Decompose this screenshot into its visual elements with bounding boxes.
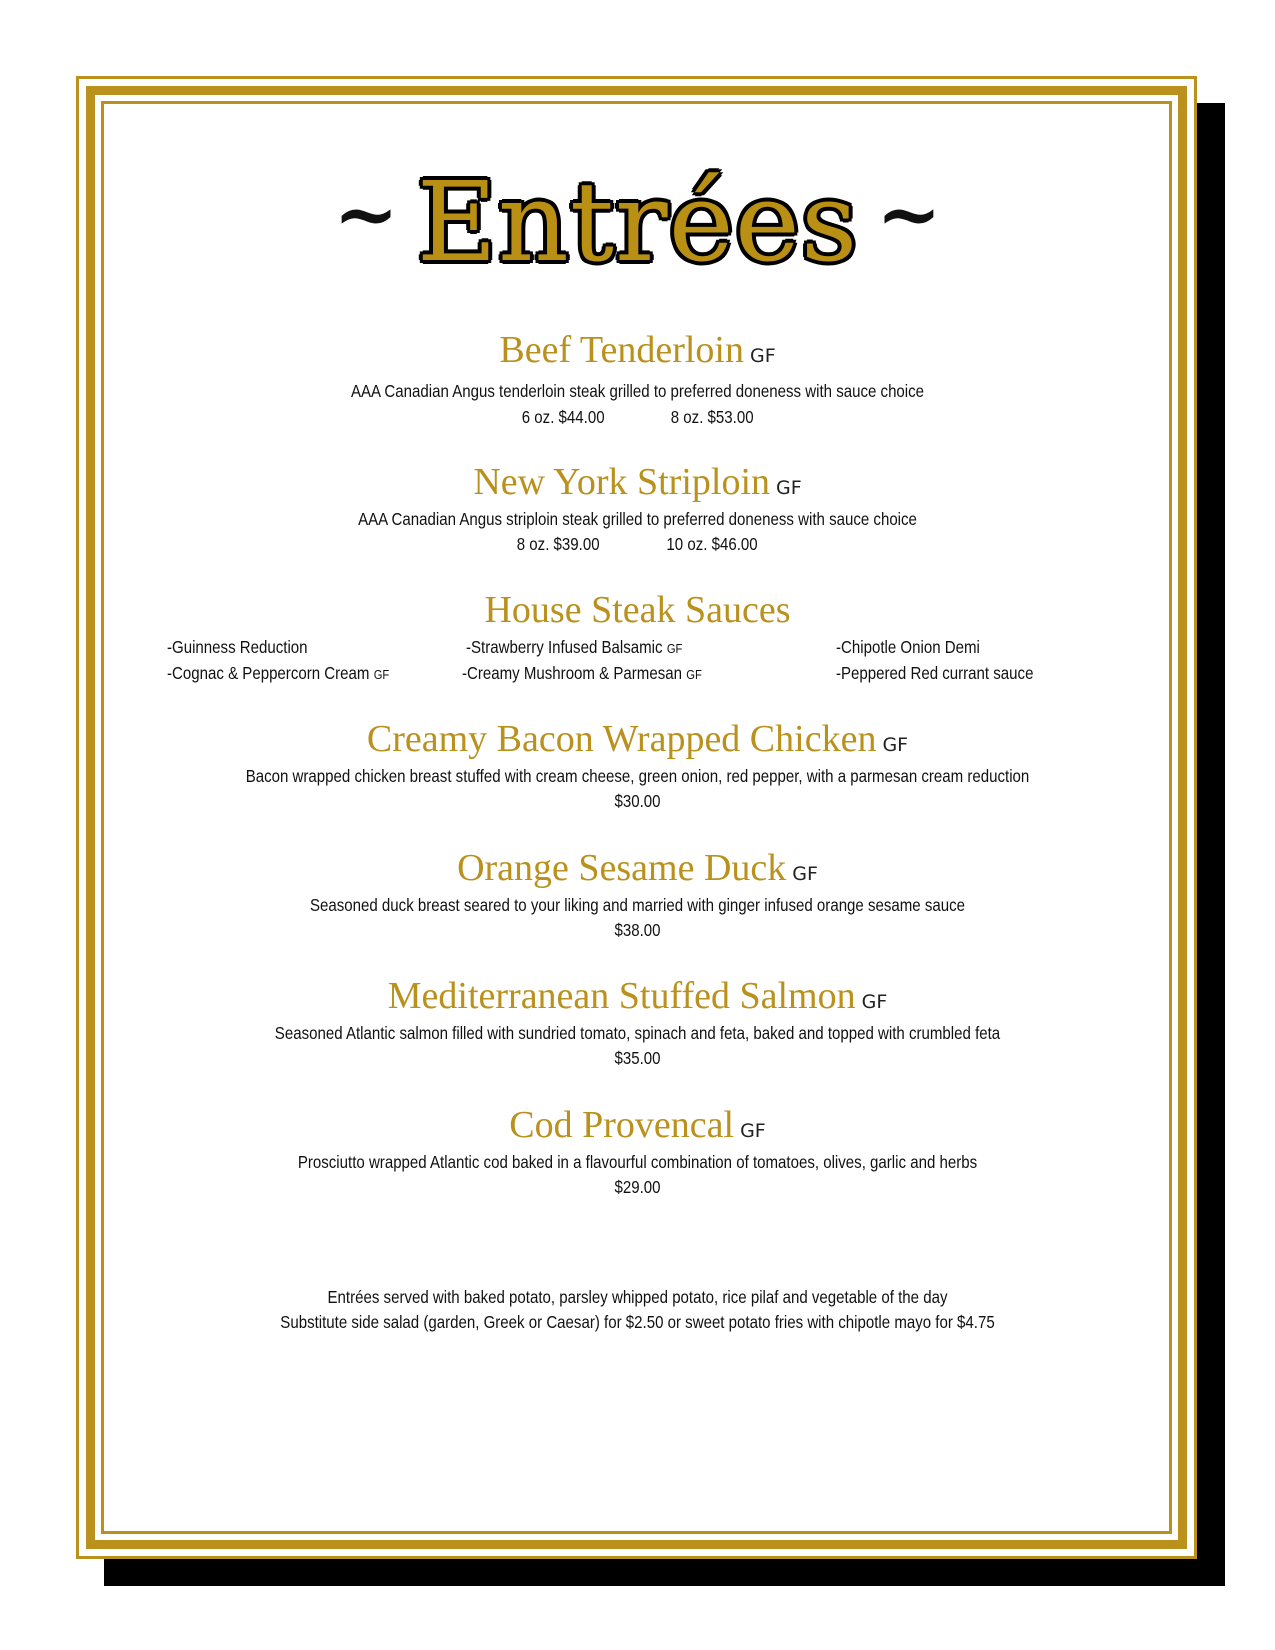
dish-name: Beef Tenderloin (499, 329, 744, 371)
sauce-item: -Guinness Reduction (167, 637, 308, 657)
sauce-item: -Chipotle Onion Demi (836, 637, 980, 657)
footer-note-sides: Entrées served with baked potato, parsley whipped potato, rice pilaf and vegetable of the day (327, 1287, 948, 1307)
dish-heading-salmon (0, 974, 1275, 1018)
dish-heading-cod (0, 1103, 1275, 1147)
price-large: 8 oz. $53.00 (670, 407, 754, 427)
gold-border-frame (76, 76, 1197, 1559)
dish-description: Seasoned duck breast seared to your liking and married with ginger infused orange sesame sauce (309, 895, 966, 915)
dish-prices (0, 407, 1275, 428)
dish-price: $29.00 (614, 1177, 661, 1197)
price-large: 10 oz. $46.00 (666, 534, 758, 554)
dish-description: AAA Canadian Angus striploin steak grilled to preferred doneness with sauce choice (358, 509, 917, 529)
sauce-item: -Cognac & Peppercorn Cream GF (167, 663, 390, 683)
dish-name: Orange Sesame Duck (457, 847, 787, 889)
dish-price: $35.00 (614, 1048, 661, 1068)
dish-prices (0, 534, 1275, 555)
dish-description: AAA Canadian Angus tenderloin steak grilled to preferred doneness with sauce choice (350, 381, 925, 401)
title-tilde-right: ~ (876, 168, 942, 260)
sauces-heading-text: House Steak Sauces (484, 589, 791, 631)
dish-description: Bacon wrapped chicken breast stuffed with cream cheese, green onion, red pepper, with a parmesan cream reduction (245, 766, 1030, 786)
dish-name: Cod Provencal (509, 1104, 735, 1146)
sauce-item: -Peppered Red currant sauce (836, 663, 1034, 683)
dish-heading-chicken (0, 717, 1275, 761)
gf-badge: GF (740, 1120, 766, 1142)
dish-name: Creamy Bacon Wrapped Chicken (366, 718, 877, 760)
dish-price: $38.00 (614, 920, 661, 940)
dish-heading-striploin (0, 460, 1275, 504)
title-text: Entrées (416, 158, 859, 286)
dish-heading-beef (0, 328, 1275, 372)
gf-badge: GF (882, 734, 909, 756)
dish-heading-duck (0, 846, 1275, 890)
dish-name: New York Striploin (473, 461, 770, 503)
dish-name: Mediterranean Stuffed Salmon (387, 975, 856, 1017)
dish-description: Prosciutto wrapped Atlantic cod baked in a flavourful combination of tomatoes, olives, garlic and herbs (297, 1152, 978, 1172)
dish-description: Seasoned Atlantic salmon filled with sundried tomato, spinach and feta, baked and topped with crumbled feta (274, 1023, 1001, 1043)
sauce-item: -Creamy Mushroom & Parmesan GF (462, 663, 702, 683)
gf-badge: GF (749, 345, 776, 367)
footer-note-substitute: Substitute side salad (garden, Greek or Caesar) for $2.50 or sweet potato fries with chipotle mayo for $4.75 (280, 1312, 995, 1332)
gf-badge: GF (861, 991, 888, 1013)
menu-title (0, 152, 1275, 292)
price-small: 8 oz. $39.00 (517, 534, 600, 554)
sauces-heading (0, 588, 1275, 632)
gf-badge: GF (776, 477, 802, 499)
gf-badge: GF (792, 863, 818, 885)
price-small: 6 oz. $44.00 (521, 407, 605, 427)
dish-price: $30.00 (614, 791, 661, 811)
title-tilde-left: ~ (333, 168, 399, 260)
sauce-item: -Strawberry Infused Balsamic GF (466, 637, 683, 657)
